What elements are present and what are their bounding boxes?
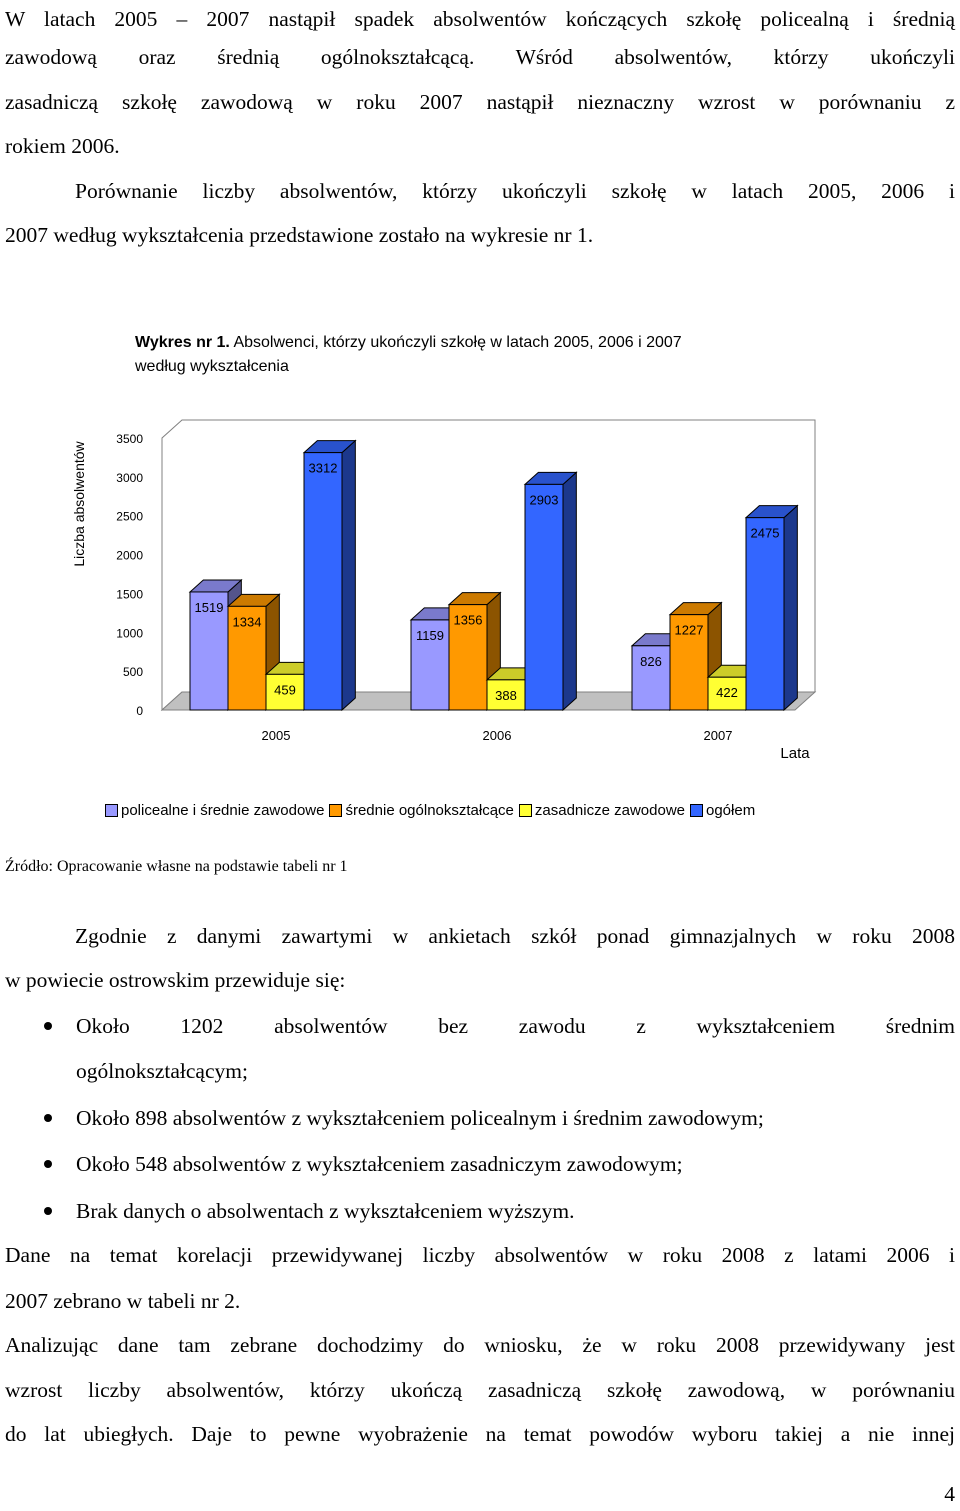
intro-line-2: zawodową oraz średnią ogólnokształcącą. Wśród absolwentów, którzy ukończyli [5, 45, 955, 69]
legend-label: zasadnicze zawodowe [534, 801, 685, 819]
bullet-2: Około 898 absolwentów z wykształceniem policealnym i średnim zawodowym; [76, 1096, 955, 1141]
bullet-1-line-1: Około 1202 absolwentów bez zawodu z wykształceniem średnim [76, 1004, 955, 1049]
data-label: 1356 [453, 612, 483, 628]
data-label: 388 [495, 687, 517, 703]
figure-caption-line-1: Absolwenci, którzy ukończyli szkołę w latach 2005, 2006 i 2007 [233, 334, 682, 351]
bar-2007-3 [746, 506, 797, 710]
para1-line-1: Zgodnie z danymi zawartymi w ankietach szkół ponad gimnazjalnych w roku 2008 [75, 924, 955, 948]
bullet-dot-icon [44, 1160, 52, 1168]
data-label: 826 [640, 653, 662, 669]
intro-line-3: zasadniczą szkołę zawodową w roku 2007 nastąpił nieznaczny wzrost w porównaniu z [5, 90, 955, 114]
data-label: 1159 [416, 627, 444, 643]
y-tick-label: 1000 [116, 626, 143, 641]
para1-line-2: w powiecie ostrowskim przewiduje się: [5, 968, 346, 992]
data-label: 1519 [194, 599, 224, 615]
intro-line-6: 2007 według wykształcenia przedstawione zostało na wykresie nr 1. [5, 223, 594, 247]
figure-caption [135, 331, 815, 379]
figure-source: Źródło: Opracowanie własne na podstawie tabeli nr 1 [5, 858, 348, 875]
y-tick-label: 3500 [116, 432, 143, 446]
para2-line-1: Dane na temat korelacji przewidywanej liczby absolwentów w roku 2008 z latami 2006 i [5, 1243, 955, 1267]
x-tick-label: 2007 [703, 728, 733, 743]
legend-swatch [690, 804, 703, 817]
figure-label: Wykres nr 1. [135, 334, 230, 351]
bar-side [784, 506, 797, 710]
y-tick-label: 500 [122, 665, 143, 680]
bullet-dot-icon [44, 1022, 52, 1030]
legend-label: ogółem [706, 801, 756, 819]
data-label: 1334 [232, 614, 262, 630]
legend-item [105, 802, 324, 819]
x-tick-label: 2006 [482, 728, 512, 743]
y-tick-label: 2000 [116, 548, 143, 563]
y-tick-label: 3000 [116, 470, 143, 485]
bullet-3: Około 548 absolwentów z wykształceniem zasadniczym zawodowym; [76, 1142, 955, 1187]
para3-line-2: wzrost liczby absolwentów, którzy ukończą zasadniczą szkołę zawodową, w porównaniu [5, 1378, 955, 1402]
bar-2006-3 [525, 472, 576, 710]
chart-legend [105, 798, 760, 822]
data-label: 2475 [750, 525, 780, 541]
legend-swatch [519, 804, 532, 817]
x-tick-label: 2005 [261, 728, 291, 743]
bullet-dot-icon [44, 1114, 52, 1122]
para3-line-1: Analizując dane tam zebrane dochodzimy do wniosku, że w roku 2008 przewidywany jest [5, 1333, 955, 1357]
data-label: 3312 [308, 460, 338, 476]
bar-chart [0, 400, 960, 790]
bar-front [746, 518, 784, 710]
legend-item [329, 802, 513, 819]
data-label: 1227 [674, 622, 704, 638]
data-label: 422 [716, 685, 738, 701]
y-tick-label: 1500 [116, 587, 143, 602]
para3-line-3: do lat ubiegłych. Daje to pewne wyobrażenie na temat powodów wyboru takiej a nie innej [5, 1422, 955, 1446]
bar-front [525, 484, 563, 710]
legend-swatch [329, 804, 342, 817]
bar-side [563, 472, 576, 710]
legend-item [690, 802, 755, 819]
figure-caption-line-2: według wykształcenia [135, 358, 289, 375]
bullet-4: Brak danych o absolwentach z wykształceniem wyższym. [76, 1189, 955, 1234]
bar-2005-3 [304, 441, 355, 710]
legend-label: policealne i średnie zawodowe [121, 801, 325, 819]
y-axis-label: Liczba absolwentów [71, 441, 87, 567]
intro-line-5: Porównanie liczby absolwentów, którzy ukończyli szkołę w latach 2005, 2006 i [75, 179, 955, 203]
bar-side [342, 441, 355, 710]
legend-item [519, 802, 685, 819]
data-label: 459 [274, 682, 296, 698]
intro-line-4: rokiem 2006. [5, 134, 120, 158]
x-axis-label: Lata [780, 745, 810, 762]
page-number: 4 [944, 1482, 955, 1506]
y-tick-label: 0 [136, 704, 143, 718]
legend-label: średnie ogólnokształcące [345, 801, 514, 819]
legend-swatch [105, 804, 118, 817]
para2-line-2: 2007 zebrano w tabeli nr 2. [5, 1289, 241, 1313]
bullet-1-line-2: ogólnokształcącym; [76, 1059, 248, 1083]
y-tick-label: 2500 [116, 509, 143, 524]
bar-front [304, 453, 342, 710]
bullet-dot-icon [44, 1207, 52, 1215]
data-label: 2903 [529, 492, 559, 508]
intro-line-1: W latach 2005 – 2007 nastąpił spadek absolwentów kończących szkołę policealną i średnią [5, 7, 955, 31]
